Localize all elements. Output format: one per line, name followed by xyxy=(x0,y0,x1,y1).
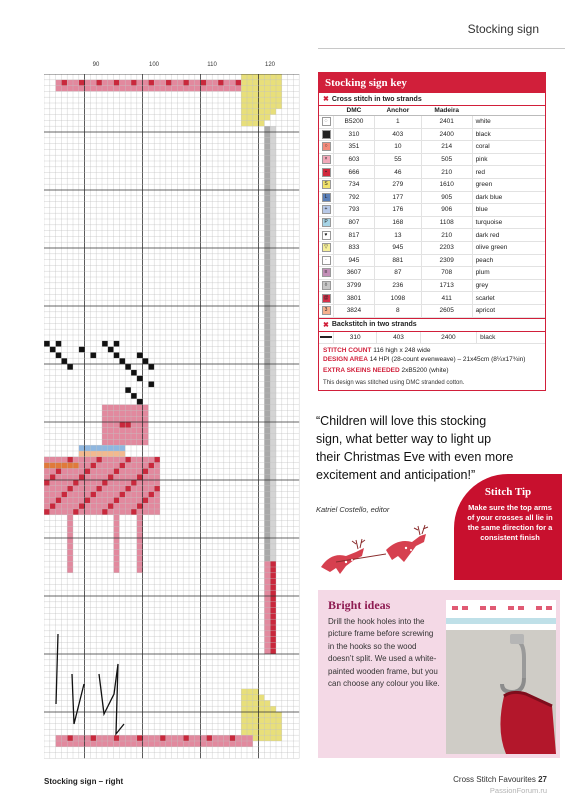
thread-dmc: 792 xyxy=(334,191,375,204)
thread-anchor: 55 xyxy=(374,153,421,166)
x-icon: ✖ xyxy=(323,96,329,103)
anchor-header: Anchor xyxy=(374,106,421,116)
thread-key-row xyxy=(319,279,545,292)
symbol-swatch xyxy=(319,229,334,242)
symbol-icon: ◌ xyxy=(322,117,331,126)
backstitch-row xyxy=(319,332,545,344)
symbol-icon: · xyxy=(322,256,331,265)
key-section-back-label: Backstitch in two strands xyxy=(331,321,417,328)
symbol-icon: @ xyxy=(323,294,329,301)
thread-dmc: 3801 xyxy=(334,292,375,305)
thread-key-row xyxy=(319,116,545,129)
symbol-swatch xyxy=(319,204,334,217)
thread-colour-name: olive green xyxy=(472,241,545,254)
symbol-icon: S xyxy=(322,180,331,189)
bright-ideas-panel xyxy=(318,590,560,758)
thread-madeira: 214 xyxy=(421,141,472,154)
thread-anchor: 87 xyxy=(374,267,421,280)
thread-anchor: 13 xyxy=(374,229,421,242)
key-section-cross-label: Cross stitch in two strands xyxy=(331,95,422,103)
thread-dmc: 807 xyxy=(334,216,375,229)
symbol-swatch xyxy=(319,191,334,204)
symbol-swatch xyxy=(319,128,334,141)
cross-stitch-chart xyxy=(44,62,300,767)
column-label-120: 120 xyxy=(264,62,276,68)
symbol-icon: + xyxy=(322,205,331,214)
thread-anchor: 168 xyxy=(374,216,421,229)
thread-madeira: 1610 xyxy=(421,178,472,191)
thread-anchor: 945 xyxy=(374,241,421,254)
thread-anchor: 1 xyxy=(374,116,421,129)
thread-anchor: 1098 xyxy=(374,292,421,305)
thread-madeira: 2605 xyxy=(421,304,472,317)
thread-anchor: 176 xyxy=(374,204,421,217)
page-number: 27 xyxy=(538,775,547,784)
thread-key-row xyxy=(319,304,545,317)
thread-key-row xyxy=(319,128,545,141)
quote-attribution: Katriel Costello, editor xyxy=(316,505,390,514)
thread-madeira: 210 xyxy=(421,229,472,242)
thread-dmc: 817 xyxy=(334,229,375,242)
stocking-hook-photo xyxy=(446,600,556,754)
symbol-swatch xyxy=(319,267,334,280)
thread-key-row xyxy=(319,191,545,204)
symbol-icon: ≡ xyxy=(322,268,331,277)
column-label-100: 100 xyxy=(148,62,160,68)
stitch-grid xyxy=(44,74,300,764)
stitch-count-value: 116 high x 248 wide xyxy=(373,347,431,355)
design-area-value: 14 HPI (28-count evenweave) – 21x45cm (8¼x17¾in) xyxy=(369,355,526,363)
magazine-name: Cross Stitch Favourites xyxy=(453,775,536,784)
thread-madeira: 1713 xyxy=(421,279,472,292)
thread-madeira: 2203 xyxy=(421,241,472,254)
thread-anchor: 10 xyxy=(374,141,421,154)
thread-colour-name: plum xyxy=(472,267,545,280)
key-panel xyxy=(318,72,546,391)
symbol-icon: 3 xyxy=(322,306,331,315)
thread-dmc: 734 xyxy=(334,178,375,191)
thread-dmc: 351 xyxy=(334,141,375,154)
symbol-swatch xyxy=(319,254,334,267)
thread-madeira: 2309 xyxy=(421,254,472,267)
thread-anchor: 8 xyxy=(374,304,421,317)
thread-colour-name: turquoise xyxy=(472,216,545,229)
thread-colour-name: blue xyxy=(472,204,545,217)
thread-key-row xyxy=(319,254,545,267)
backstitch-madeira: 2400 xyxy=(420,332,477,344)
thread-colour-name: white xyxy=(472,116,545,129)
thread-colour-name: green xyxy=(472,178,545,191)
thread-madeira: 210 xyxy=(421,166,472,179)
symbol-swatch xyxy=(319,166,334,179)
madeira-header: Madeira xyxy=(421,106,472,116)
symbol-swatch xyxy=(319,241,334,254)
page-footer xyxy=(453,775,547,784)
thread-madeira: 1108 xyxy=(421,216,472,229)
thread-key-row xyxy=(319,241,545,254)
thread-dmc: 793 xyxy=(334,204,375,217)
thread-madeira: 2401 xyxy=(421,116,472,129)
symbol-swatch xyxy=(319,116,334,129)
thread-anchor: 46 xyxy=(374,166,421,179)
key-note: This design was stitched using DMC stranded cotton. xyxy=(323,380,465,387)
column-label-90: 90 xyxy=(92,62,100,68)
thread-key-row xyxy=(319,229,545,242)
colour-name-header xyxy=(472,106,545,116)
thread-key-row xyxy=(319,153,545,166)
bright-ideas-title: Bright ideas xyxy=(328,598,391,612)
thread-madeira: 708 xyxy=(421,267,472,280)
key-section-back xyxy=(319,318,545,332)
thread-colour-name: scarlet xyxy=(472,292,545,305)
thread-colour-name: coral xyxy=(472,141,545,154)
thread-colour-name: red xyxy=(472,166,545,179)
thread-colour-name: pink xyxy=(472,153,545,166)
symbol-icon: ▪ xyxy=(322,168,331,177)
symbol-swatch xyxy=(319,279,334,292)
thread-key-row xyxy=(319,166,545,179)
thread-dmc: 945 xyxy=(334,254,375,267)
reindeer-sleigh-illustration xyxy=(316,522,456,582)
thread-dmc: 3824 xyxy=(334,304,375,317)
page-title: Stocking sign xyxy=(467,22,539,36)
thread-dmc: 3607 xyxy=(334,267,375,280)
thread-dmc: 310 xyxy=(334,128,375,141)
editor-quote: “Children will love this stocking sign, what better way to light up their Christmas Eve with even more excitement and anticipation!” xyxy=(316,414,514,482)
thread-key-body xyxy=(319,116,545,318)
thread-madeira: 505 xyxy=(421,153,472,166)
thread-madeira: 905 xyxy=(421,191,472,204)
key-title: Stocking sign key xyxy=(319,73,545,93)
key-section-cross xyxy=(319,93,545,106)
thread-colour-name: dark red xyxy=(472,229,545,242)
thread-colour-name: peach xyxy=(472,254,545,267)
thread-anchor: 881 xyxy=(374,254,421,267)
symbol-icon: ○ xyxy=(322,142,331,151)
backstitch-name: black xyxy=(477,332,545,344)
thread-colour-name: dark blue xyxy=(472,191,545,204)
thread-anchor: 279 xyxy=(374,178,421,191)
symbol-icon: ◊ xyxy=(322,281,331,290)
thread-dmc: 603 xyxy=(334,153,375,166)
backstitch-dmc: 310 xyxy=(334,332,377,344)
thread-dmc: 3799 xyxy=(334,279,375,292)
thread-anchor: 403 xyxy=(374,128,421,141)
symbol-swatch xyxy=(319,216,334,229)
thread-key-row xyxy=(319,204,545,217)
thread-anchor: 236 xyxy=(374,279,421,292)
symbol-icon: P xyxy=(322,218,331,227)
column-label-110: 110 xyxy=(207,62,217,68)
chart-caption: Stocking sign – right xyxy=(44,777,124,786)
extra-skeins-label: EXTRA SKEINS NEEDED xyxy=(323,366,400,374)
thread-madeira: 2400 xyxy=(421,128,472,141)
header-rule xyxy=(318,48,565,49)
design-stats xyxy=(319,344,545,378)
thread-dmc: 833 xyxy=(334,241,375,254)
thread-key-row xyxy=(319,178,545,191)
symbol-icon: L xyxy=(322,193,331,202)
stitch-tip-title: Stitch Tip xyxy=(484,486,532,498)
symbol-swatch xyxy=(319,178,334,191)
thread-key-header xyxy=(319,106,545,116)
backstitch-line-icon xyxy=(319,332,334,344)
symbol-swatch xyxy=(319,141,334,154)
symbol-icon: ▽ xyxy=(322,243,331,252)
extra-skeins-value: 2xB5200 (white) xyxy=(401,366,449,374)
backstitch-table xyxy=(319,332,545,345)
thread-colour-name: apricot xyxy=(472,304,545,317)
stitch-tip-badge xyxy=(454,474,562,580)
thread-madeira: 906 xyxy=(421,204,472,217)
dmc-header: DMC xyxy=(334,106,375,116)
thread-key-table xyxy=(319,106,545,318)
thread-dmc: B5200 xyxy=(334,116,375,129)
symbol-swatch xyxy=(319,292,334,305)
thread-key-row xyxy=(319,292,545,305)
thread-madeira: 411 xyxy=(421,292,472,305)
thread-key-row xyxy=(319,216,545,229)
symbol-swatch xyxy=(319,153,334,166)
symbol-header xyxy=(319,106,334,116)
thread-anchor: 177 xyxy=(374,191,421,204)
watermark: PassionForum.ru xyxy=(489,786,547,795)
thread-key-row xyxy=(319,141,545,154)
bright-ideas-text: Drill the hook holes into the picture frame before screwing in the hooks so the wood doesn’t split. We used a white-painted wooden frame, but you can choose any colour you like. xyxy=(328,617,440,689)
thread-colour-name: black xyxy=(472,128,545,141)
symbol-icon: × xyxy=(322,155,331,164)
symbol-icon: ♥ xyxy=(322,231,331,240)
thread-colour-name: grey xyxy=(472,279,545,292)
symbol-icon: ■ xyxy=(322,130,331,139)
design-area-label: DESIGN AREA xyxy=(323,355,368,363)
stitch-count-label: STITCH COUNT xyxy=(323,347,372,355)
thread-dmc: 666 xyxy=(334,166,375,179)
symbol-swatch xyxy=(319,304,334,317)
x-icon: ✖ xyxy=(323,321,329,329)
stitch-tip-text: Make sure the top arms of your crosses all lie in the same direction for a consistent finish xyxy=(467,503,553,542)
thread-key-row xyxy=(319,267,545,280)
backstitch-anchor: 403 xyxy=(377,332,420,344)
